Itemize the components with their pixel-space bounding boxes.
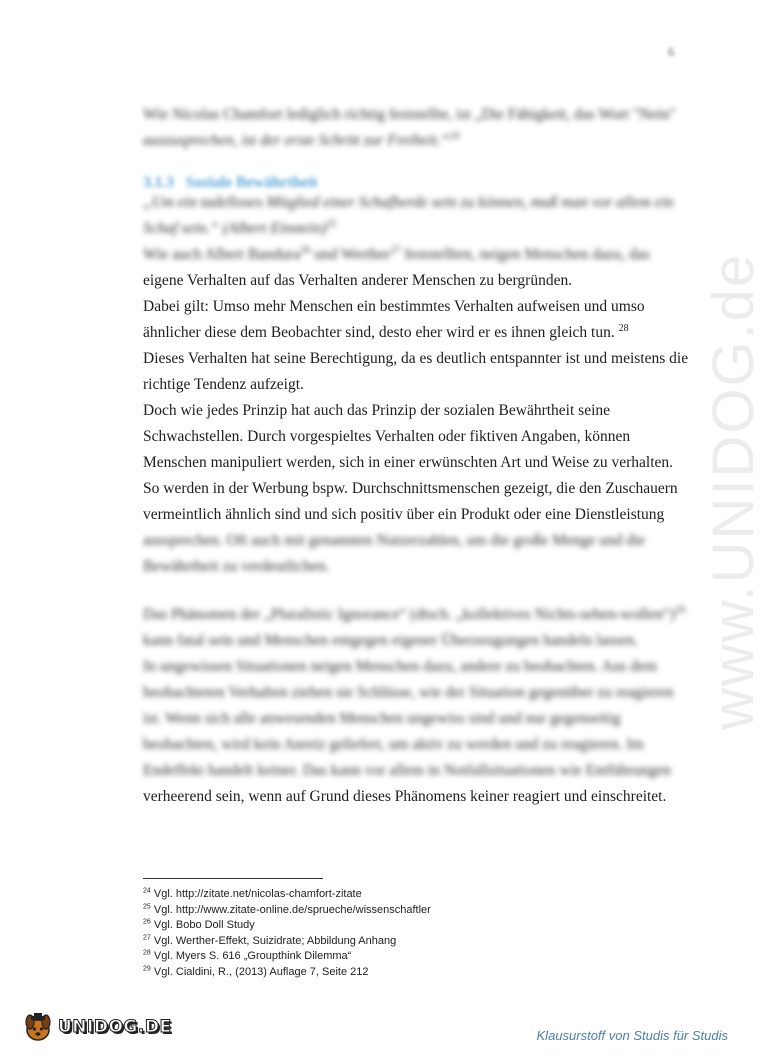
footnote-separator (143, 878, 323, 879)
logo-text: UNIDOG.DE (58, 1017, 172, 1037)
unidog-logo (22, 1012, 172, 1042)
text-line: auszusprechen, ist der erste Schritt zur Freiheit.“$^{24}$ (143, 130, 460, 149)
footnote-ref: 26 (300, 244, 311, 256)
dog-icon (22, 1012, 54, 1042)
text-line: Das Phänomen der „Pluralistic Ignorance“ (dtsch. „kollektives Nichts-sehen-wollen“)$^{29}$ (143, 604, 685, 623)
document-body (143, 102, 689, 810)
text-line: kann fatal sein und Menschen entgegen eigener Überzeugungen handeln lassen. (143, 632, 638, 649)
text-line: richtige Tendenz aufzeigt. (143, 376, 304, 393)
text-line: ist. Wenn sich alle anwesenden Menschen ungewiss sind und nur gegenseitig (143, 710, 621, 727)
footnote-ref: 28 (618, 322, 629, 334)
footnote-ref: 24 (449, 130, 460, 142)
text-line: verheerend sein, wenn auf Grund dieses Phänomens keiner reagiert und einschreitet. (143, 788, 667, 805)
text-line: eigene Verhalten auf das Verhalten anderer Menschen zu bergründen. (143, 272, 573, 289)
text-line: beobachteten Verhalten ziehen sie Schlüsse, wie der Situation gegenüber zu reagieren (143, 684, 674, 701)
text-line: Dieses Verhalten hat seine Berechtigung, da es deutlich entspannter ist und meistens die (143, 350, 689, 367)
footnote: $^{27}$ Vgl. Werther-Effekt, Suizidrate; Abbildung Anhang (143, 933, 397, 947)
footnote: $^{24}$ Vgl. http://zitate.net/nicolas-chamfort-zitate (143, 887, 362, 900)
text-line: Wie Nicolas Chamfort lediglich richtig feststellte, ist „Die Fähigkeit, das Wort "Nein" (143, 106, 676, 123)
text-line: vermeintlich ähnlich sind und sich positiv über ein Produkt oder eine Dienstleistung (143, 506, 665, 523)
footnotes (143, 887, 431, 980)
footnote: $^{29}$ Vgl. Cialdini, R., (2013) Auflage 7, Seite 212 (143, 964, 369, 978)
footnote-ref: 29 (675, 604, 685, 616)
footnote-ref: 25 (326, 218, 337, 230)
text-line: aussprechen. Oft auch mit genannten Nutzerzahlen, um die große Menge und die (143, 532, 646, 549)
text-line: Doch wie jedes Prinzip hat auch das Prinzip der sozialen Bewährtheit seine (143, 402, 611, 419)
footnote: $^{25}$ Vgl. http://www.zitate-online.de/sprueche/wissenschaftler (143, 902, 431, 916)
text-line: Schwachstellen. Durch vorgespieltes Verhalten oder fiktiven Angaben, können (143, 428, 631, 445)
text-line: Menschen manipuliert werden, sich in einer erwünschten Art und Weise zu verhalten. (143, 454, 674, 471)
text-line: Bewährtheit zu verdeutlichen. (143, 558, 330, 575)
text-line: So werden in der Werbung bspw. Durchschnittsmenschen gezeigt, die den Zuschauern (143, 480, 678, 497)
text-line: Dabei gilt: Umso mehr Menschen ein bestimmtes Verhalten aufweisen und umso (143, 298, 645, 315)
footnote-ref: 27 (390, 244, 401, 256)
quote-line: „Um ein tadelloses Mitglied einer Schafherde sein zu können, muß man vor allem ein (143, 194, 674, 211)
text-line: Wie auch Albert Bandura$^{26}$ und Werther$^{27}$ feststellten, neigen Menschen dazu, das (143, 244, 650, 263)
text-line: Endeffekt handelt keiner. Das kann vor allem in Notfallsituationen wie Entführungen (143, 762, 671, 779)
quote-line: Schaf sein.“ (Albert Einstein)$^{25}$ (143, 218, 337, 237)
text-line: ähnlicher diese dem Beobachter sind, desto eher wird er es ihnen gleich tun. $^{28}$ (143, 322, 629, 341)
section-heading: 3.1.3 Soziale Bewährtheit (143, 174, 318, 191)
tagline: Klausurstoff von Studis für Studis (536, 1028, 728, 1043)
text-line: beobachten, wird kein Anreiz geliefert, um aktiv zu werden und zu reagieren. Im (143, 736, 644, 753)
footnote: $^{28}$ Vgl. Myers S. 616 „Groupthink Dilemma“ (143, 949, 352, 962)
footnote: $^{26}$ Vgl. Bobo Doll Study (143, 918, 255, 931)
page-number: 6 (668, 44, 675, 59)
watermark: www.UNIDOG.de (701, 252, 766, 730)
text-line: In ungewissen Situationen neigen Menschen dazu, andere zu beobachten. Aus dem (143, 658, 657, 675)
